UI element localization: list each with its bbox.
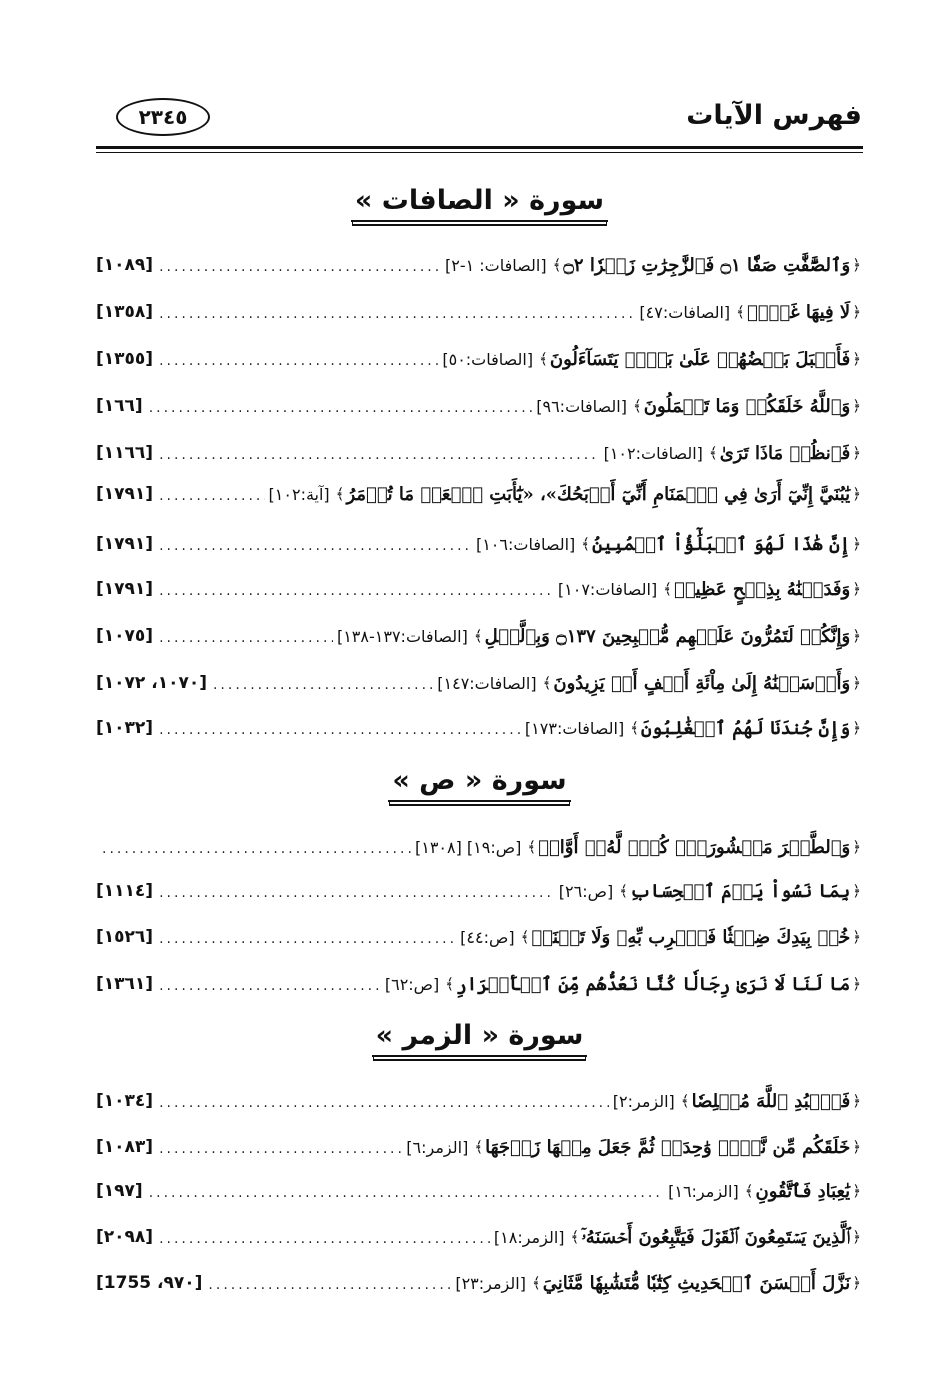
index-entry bbox=[96, 384, 863, 428]
ornate-bracket-open-icon: ﴿ bbox=[852, 444, 861, 462]
ayah-reference: [الصافات:١٠٦] bbox=[475, 534, 576, 554]
dot-leader bbox=[153, 1141, 402, 1169]
dot-leader bbox=[143, 400, 533, 428]
ornate-bracket-close-icon: ﴾ bbox=[630, 719, 640, 737]
page-reference: [١٠٨٩] bbox=[96, 255, 154, 275]
ornate-bracket-close-icon: ﴾ bbox=[708, 444, 718, 462]
ornate-bracket-open-icon: ﴿ bbox=[852, 1138, 861, 1156]
page-reference: [١٠٨٣] bbox=[96, 1137, 154, 1157]
index-entry bbox=[96, 1169, 863, 1213]
ornate-bracket-close-icon: ﴾ bbox=[552, 256, 562, 274]
ayah-text: وَإِنَّكُمۡ لَتَمُرُّونَ عَلَيۡهِم مُّصۡبِحِينَ ۝١٣٧ وَبِٱلَّيۡلِ bbox=[484, 625, 851, 647]
index-entry bbox=[96, 706, 863, 750]
dot-leader bbox=[153, 630, 333, 658]
surah-heading bbox=[96, 1020, 863, 1057]
dot-leader bbox=[153, 353, 438, 381]
ayah-reference: [آية:١٠٢] bbox=[268, 484, 330, 504]
dot-leader bbox=[153, 488, 264, 516]
page-reference: [١٧٩١] bbox=[96, 534, 154, 554]
ornate-bracket-open-icon: ﴿ bbox=[852, 535, 861, 553]
ornate-bracket-close-icon: ﴾ bbox=[445, 975, 455, 993]
ornate-bracket-close-icon: ﴾ bbox=[581, 535, 591, 553]
index-entry bbox=[96, 567, 863, 611]
ornate-bracket-open-icon: ﴿ bbox=[852, 303, 861, 321]
surah-heading bbox=[96, 765, 863, 802]
surah-heading bbox=[96, 185, 863, 222]
dot-leader bbox=[96, 841, 411, 869]
ornate-bracket-open-icon: ﴿ bbox=[852, 719, 861, 737]
ayah-text: ٱلَّذِينَ يَسۡتَمِعُونَ ٱلۡقَوۡلَ فَيَتَّبِعُونَ أَحۡسَنَهُۥٓ bbox=[581, 1226, 851, 1248]
ayah-reference: [الزمر:٢٣] bbox=[455, 1273, 526, 1293]
ayah-text: فَأَقۡبَلَ بَعۡضُهُمۡ عَلَىٰ بَعۡضٖ يَتَسَآءَلُونَ bbox=[549, 348, 851, 370]
dot-leader bbox=[153, 1095, 609, 1123]
ornate-bracket-open-icon: ﴿ bbox=[852, 256, 861, 274]
ayah-reference: [الصافات:٥٠] bbox=[442, 349, 534, 369]
ornate-bracket-close-icon: ﴾ bbox=[520, 928, 530, 946]
ayah-reference: [الصافات:١٠٢] bbox=[603, 443, 703, 463]
ornate-bracket-close-icon: ﴾ bbox=[632, 397, 642, 415]
ornate-bracket-open-icon: ﴿ bbox=[852, 1182, 861, 1200]
ayah-reference: [ص:٢٦] bbox=[558, 881, 614, 901]
index-entry bbox=[96, 614, 863, 658]
ayah-reference: [الزمر:١٦] bbox=[668, 1181, 739, 1201]
ayah-reference: [الزمر:٦] bbox=[406, 1137, 469, 1157]
page-reference: [١٩٧] bbox=[96, 1181, 143, 1201]
ornate-bracket-open-icon: ﴿ bbox=[852, 485, 861, 503]
ornate-bracket-close-icon: ﴾ bbox=[736, 303, 745, 321]
dot-leader bbox=[153, 885, 555, 913]
ornate-bracket-open-icon: ﴿ bbox=[852, 838, 861, 856]
index-entry bbox=[96, 915, 863, 959]
index-entry bbox=[96, 290, 863, 334]
ayah-text: بِمَا نَسُواْ يَوۡمَ ٱلۡحِسَابِ bbox=[629, 880, 851, 902]
ayah-text: وَإِنَّ جُندَنَا لَهُمُ ٱلۡغَٰلِبُونَ bbox=[641, 717, 851, 739]
surah-title: سورة « ص » bbox=[388, 765, 570, 802]
page-title: فهرس الآيات bbox=[686, 100, 862, 131]
dot-leader bbox=[153, 583, 554, 611]
ayah-reference: [الصافات:١٧٣] bbox=[524, 718, 625, 738]
ornate-bracket-close-icon: ﴾ bbox=[539, 350, 548, 368]
page-reference: [١٠٧٠، ١٠٧٢] bbox=[96, 673, 207, 693]
ornate-bracket-open-icon: ﴿ bbox=[852, 975, 861, 993]
ornate-bracket-open-icon: ﴿ bbox=[852, 674, 861, 692]
page-reference: [١١٦٦] bbox=[96, 443, 154, 463]
index-entry bbox=[96, 243, 863, 287]
ornate-bracket-close-icon: ﴾ bbox=[473, 627, 483, 645]
index-entry bbox=[96, 1215, 863, 1259]
dot-leader bbox=[153, 722, 521, 750]
dot-leader bbox=[153, 447, 600, 475]
page-reference: [١٣٥٥] bbox=[96, 349, 154, 369]
page-reference: [١٧٩١] bbox=[96, 484, 154, 504]
dot-leader bbox=[153, 1231, 490, 1259]
ornate-bracket-close-icon: ﴾ bbox=[527, 838, 537, 856]
ornate-bracket-open-icon: ﴿ bbox=[852, 928, 861, 946]
index-entry bbox=[96, 472, 863, 516]
ayah-reference: [الصافات:١٣٧-١٣٨] bbox=[336, 626, 468, 646]
ayah-text: لَا فِيهَا غَوۡلٞ bbox=[746, 301, 851, 323]
index-entry bbox=[96, 1079, 863, 1123]
dot-leader bbox=[143, 1185, 664, 1213]
dot-leader bbox=[153, 931, 456, 959]
page-reference: [١٦٦] bbox=[96, 396, 143, 416]
ayah-reference: [الزمر:١٨] bbox=[493, 1227, 565, 1247]
ornate-bracket-close-icon: ﴾ bbox=[619, 882, 628, 900]
ayah-reference: [ص:٤٤] bbox=[460, 927, 515, 947]
ornate-bracket-close-icon: ﴾ bbox=[474, 1138, 484, 1156]
ornate-bracket-close-icon: ﴾ bbox=[542, 674, 552, 692]
index-entry bbox=[96, 522, 863, 566]
index-entry bbox=[96, 1125, 863, 1169]
page-header bbox=[92, 92, 862, 148]
ayah-reference: [الزمر:٢] bbox=[612, 1091, 675, 1111]
surah-title: سورة « الزمر » bbox=[372, 1020, 588, 1057]
ayah-reference: [الصافات: ١-٢] bbox=[444, 255, 547, 275]
ayah-text: نَزَّلَ أَحۡسَنَ ٱلۡحَدِيثِ كِتَٰبٗا مُّتَشَٰبِهٗا مَّثَانِيَ bbox=[542, 1272, 851, 1294]
ornate-bracket-close-icon: ﴾ bbox=[335, 485, 345, 503]
ayah-text: وَٱلصَّٰٓفَّٰتِ صَفّٗا ۝١ فَٱلزَّٰجِرَٰتِ زَجۡرٗا ۝٢ bbox=[563, 254, 851, 276]
index-entry bbox=[96, 825, 863, 869]
ornate-bracket-open-icon: ﴿ bbox=[852, 397, 861, 415]
ayah-reference: [الصافات:٩٦] bbox=[536, 396, 627, 416]
ornate-bracket-close-icon: ﴾ bbox=[744, 1182, 754, 1200]
ayah-text: يَٰبُنَيَّ إِنِّيٓ أَرَىٰ فِي ٱلۡمَنَامِ أَنِّيٓ أَذۡبَحُكَ»، «يَٰٓأَبَتِ ٱفۡعَلۡ مَا تُؤۡمَرُ bbox=[346, 483, 851, 505]
page-reference: [١٧٩١] bbox=[96, 579, 154, 599]
page-reference: [٩٧٠، 1755] bbox=[96, 1273, 203, 1293]
ayah-text: فَٱعۡبُدِ ٱللَّهَ مُخۡلِصٗا bbox=[691, 1090, 851, 1112]
index-entry bbox=[96, 431, 863, 475]
ayah-text: مَا لَنَا لَا نَرَىٰ رِجَالٗا كُنَّا نَعُدُّهُم مِّنَ ٱلۡأَشۡرَارِ bbox=[456, 973, 851, 995]
ayah-text: وَفَدَيۡنَٰهُ بِذِبۡحٍ عَظِيمٖ bbox=[674, 578, 851, 600]
ayah-reference: [الصافات:٤٧] bbox=[639, 302, 731, 322]
ornate-bracket-open-icon: ﴿ bbox=[852, 350, 861, 368]
ornate-bracket-open-icon: ﴿ bbox=[852, 882, 861, 900]
ornate-bracket-open-icon: ﴿ bbox=[852, 627, 861, 645]
ayah-text: وَٱلطَّيۡرَ مَحۡشُورَةٗۖ كُلّٞ لَّهُۥٓ أَوَّابٞ bbox=[538, 836, 851, 858]
page-reference: [١٠٧٥] bbox=[96, 626, 154, 646]
page-reference: [١٥٢٦] bbox=[96, 927, 154, 947]
ayah-text: فَٱنظُرۡ مَاذَا تَرَىٰ bbox=[719, 442, 851, 464]
dot-leader bbox=[153, 538, 472, 566]
ayah-reference: [الصافات:١٤٧] bbox=[437, 673, 537, 693]
ayah-text: يَٰعِبَادِ فَٱتَّقُونِ bbox=[755, 1180, 851, 1202]
ayah-text: إِنَّ هَٰذَا لَهُوَ ٱلۡبَلَٰٓؤُاْ ٱلۡمُبِينُ bbox=[592, 533, 851, 555]
page-reference: [١٠٣٤] bbox=[96, 1091, 154, 1111]
ayah-text: خُذۡ بِيَدِكَ ضِغۡثٗا فَٱضۡرِب بِّهِۦ وَلَا تَحۡنَثۡ bbox=[531, 926, 851, 948]
ornate-bracket-open-icon: ﴿ bbox=[852, 1274, 861, 1292]
index-entry bbox=[96, 869, 863, 913]
ayah-reference: [ص:٦٢] bbox=[384, 974, 440, 994]
index-entry bbox=[96, 337, 863, 381]
index-entry bbox=[96, 1261, 863, 1305]
page-number-badge: ٢٣٤٥ bbox=[116, 98, 210, 136]
ornate-bracket-open-icon: ﴿ bbox=[852, 1092, 861, 1110]
ornate-bracket-open-icon: ﴿ bbox=[852, 580, 861, 598]
ayah-text: وَٱللَّهُ خَلَقَكُمۡ وَمَا تَعۡمَلُونَ bbox=[643, 395, 851, 417]
ayah-reference: [الصافات:١٠٧] bbox=[557, 579, 658, 599]
page-reference: [١١١٤] bbox=[96, 881, 154, 901]
dot-leader bbox=[153, 259, 441, 287]
dot-leader bbox=[153, 978, 381, 1006]
ornate-bracket-open-icon: ﴿ bbox=[852, 1228, 861, 1246]
index-entry bbox=[96, 661, 863, 705]
dot-leader bbox=[153, 306, 635, 334]
dot-leader bbox=[207, 677, 433, 705]
surah-title: سورة « الصافات » bbox=[351, 185, 608, 222]
page-reference: [٢٠٩٨] bbox=[96, 1227, 154, 1247]
page-reference: [١٣٥٨] bbox=[96, 302, 154, 322]
header-rule-thin bbox=[96, 152, 863, 153]
ornate-bracket-close-icon: ﴾ bbox=[680, 1092, 690, 1110]
ayah-text: وَأَرۡسَلۡنَٰهُ إِلَىٰ مِاْئَةِ أَلۡفٍ أَوۡ يَزِيدُونَ bbox=[553, 672, 851, 694]
ornate-bracket-close-icon: ﴾ bbox=[531, 1274, 541, 1292]
header-rule-thick bbox=[96, 146, 863, 149]
dot-leader bbox=[202, 1277, 451, 1305]
ornate-bracket-close-icon: ﴾ bbox=[570, 1228, 580, 1246]
page-reference: [١٠٣٢] bbox=[96, 718, 154, 738]
page-reference: [١٣٦١] bbox=[96, 974, 154, 994]
ayah-reference: [ص:١٩] [١٣٠٨] bbox=[414, 837, 522, 857]
ayah-text: خَلَقَكُم مِّن نَّفۡسٖ وَٰحِدَةٖ ثُمَّ جَعَلَ مِنۡهَا زَوۡجَهَا bbox=[485, 1136, 851, 1158]
index-entry bbox=[96, 962, 863, 1006]
ornate-bracket-close-icon: ﴾ bbox=[663, 580, 673, 598]
